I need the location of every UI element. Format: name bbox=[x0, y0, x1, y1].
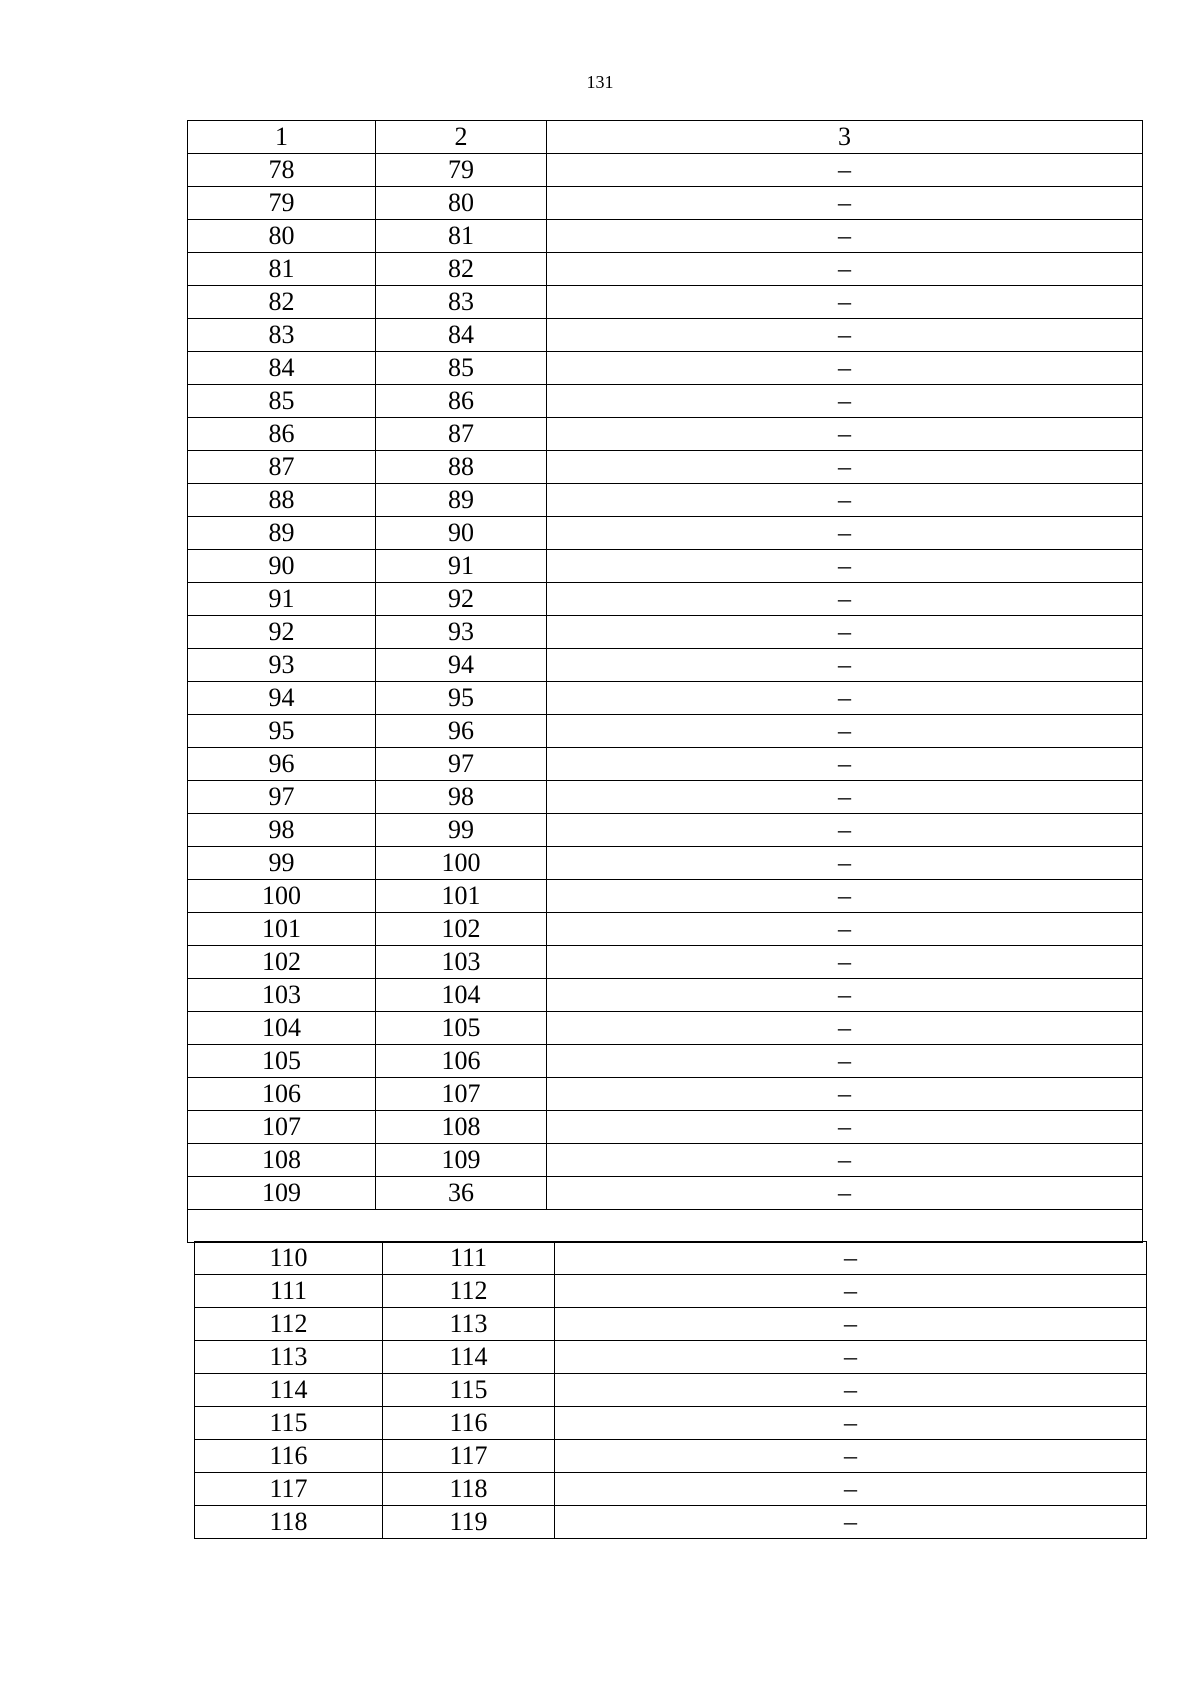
table-cell-col-2: 80 bbox=[376, 187, 547, 220]
table-row bbox=[188, 1045, 1143, 1078]
table-row bbox=[195, 1275, 1147, 1308]
table-row bbox=[195, 1242, 1147, 1275]
header-cell-col-3: 3 bbox=[547, 121, 1143, 154]
table-cell-col-1: 115 bbox=[195, 1407, 383, 1440]
table-cell-col-1: 112 bbox=[195, 1308, 383, 1341]
table-cell-col-2: 113 bbox=[383, 1308, 555, 1341]
table-cell-col-3: – bbox=[547, 616, 1143, 649]
table-row bbox=[188, 781, 1143, 814]
table-cell-col-3: – bbox=[547, 979, 1143, 1012]
table-cell-col-2: 82 bbox=[376, 253, 547, 286]
table-row bbox=[195, 1407, 1147, 1440]
table-cell-col-2: 92 bbox=[376, 583, 547, 616]
table-cell-col-1: 113 bbox=[195, 1341, 383, 1374]
table-row bbox=[188, 1078, 1143, 1111]
table-cell-col-2: 104 bbox=[376, 979, 547, 1012]
table-cell-col-1: 89 bbox=[188, 517, 376, 550]
table-row bbox=[188, 385, 1143, 418]
table-cell-col-3: – bbox=[547, 682, 1143, 715]
table-row bbox=[188, 550, 1143, 583]
table-cell-col-2: 88 bbox=[376, 451, 547, 484]
table-row bbox=[188, 880, 1143, 913]
table-cell-col-1: 98 bbox=[188, 814, 376, 847]
header-row bbox=[188, 121, 1143, 154]
table-cell-col-1: 116 bbox=[195, 1440, 383, 1473]
table-cell-col-1: 106 bbox=[188, 1078, 376, 1111]
table-cell-col-1: 81 bbox=[188, 253, 376, 286]
table-cell-col-1: 82 bbox=[188, 286, 376, 319]
table-row bbox=[188, 352, 1143, 385]
table-row bbox=[195, 1341, 1147, 1374]
table-cell-col-2: 118 bbox=[383, 1473, 555, 1506]
table-cell-col-1: 88 bbox=[188, 484, 376, 517]
table-cell-col-2: 114 bbox=[383, 1341, 555, 1374]
table-row bbox=[188, 484, 1143, 517]
table-cell-col-2: 36 bbox=[376, 1177, 547, 1210]
table-cell-col-3: – bbox=[547, 880, 1143, 913]
table-row bbox=[188, 748, 1143, 781]
table-row bbox=[188, 1177, 1143, 1210]
table-cell-col-2: 107 bbox=[376, 1078, 547, 1111]
header-cell-col-1: 1 bbox=[188, 121, 376, 154]
table-row bbox=[188, 847, 1143, 880]
table-cell-col-2: 102 bbox=[376, 913, 547, 946]
table-cell-col-2: 95 bbox=[376, 682, 547, 715]
table-cell-col-3: – bbox=[555, 1341, 1147, 1374]
table-cell-col-2: 81 bbox=[376, 220, 547, 253]
table-row bbox=[188, 616, 1143, 649]
table-cell-col-3: – bbox=[547, 748, 1143, 781]
table-cell-col-2: 87 bbox=[376, 418, 547, 451]
table-cell-col-1: 83 bbox=[188, 319, 376, 352]
table-row bbox=[188, 517, 1143, 550]
table-cell-col-1: 105 bbox=[188, 1045, 376, 1078]
table-cell-col-1: 100 bbox=[188, 880, 376, 913]
table-cell-col-2: 93 bbox=[376, 616, 547, 649]
header-cell-col-2: 2 bbox=[376, 121, 547, 154]
table-cell-col-2: 115 bbox=[383, 1374, 555, 1407]
table-cell-col-3: – bbox=[547, 781, 1143, 814]
table-cell-col-3: – bbox=[547, 319, 1143, 352]
table-cell-col-1: 110 bbox=[195, 1242, 383, 1275]
table-row bbox=[188, 979, 1143, 1012]
table-cell-col-1: 94 bbox=[188, 682, 376, 715]
table-cell-col-2: 86 bbox=[376, 385, 547, 418]
spacer-row bbox=[188, 1210, 1143, 1243]
table-cell-col-2: 94 bbox=[376, 649, 547, 682]
table-cell-col-1: 103 bbox=[188, 979, 376, 1012]
table-cell-col-1: 108 bbox=[188, 1144, 376, 1177]
table-cell-col-3: – bbox=[547, 946, 1143, 979]
table-cell-col-1: 93 bbox=[188, 649, 376, 682]
table-row bbox=[188, 418, 1143, 451]
table-cell-col-2: 91 bbox=[376, 550, 547, 583]
table-row bbox=[188, 1111, 1143, 1144]
table-cell-col-1: 114 bbox=[195, 1374, 383, 1407]
table-cell-col-1: 101 bbox=[188, 913, 376, 946]
table-cell-col-1: 85 bbox=[188, 385, 376, 418]
table-row bbox=[188, 1012, 1143, 1045]
table-cell-col-2: 83 bbox=[376, 286, 547, 319]
table-cell-col-2: 97 bbox=[376, 748, 547, 781]
table-cell-col-2: 100 bbox=[376, 847, 547, 880]
table-cell-col-2: 119 bbox=[383, 1506, 555, 1539]
table-cell-col-3: – bbox=[547, 583, 1143, 616]
table-cell-col-2: 109 bbox=[376, 1144, 547, 1177]
table-cell-col-3: – bbox=[555, 1374, 1147, 1407]
table-cell-col-1: 109 bbox=[188, 1177, 376, 1210]
table-cell-col-1: 95 bbox=[188, 715, 376, 748]
table-cell-col-3: – bbox=[547, 649, 1143, 682]
table-cell-col-3: – bbox=[547, 1078, 1143, 1111]
table-cell-col-3: – bbox=[547, 517, 1143, 550]
table-cell-col-3: – bbox=[547, 1111, 1143, 1144]
table-cell-col-2: 89 bbox=[376, 484, 547, 517]
table-row bbox=[195, 1308, 1147, 1341]
table-cell-col-1: 96 bbox=[188, 748, 376, 781]
table-cell-col-2: 106 bbox=[376, 1045, 547, 1078]
table-cell-col-2: 85 bbox=[376, 352, 547, 385]
table-cell-col-2: 108 bbox=[376, 1111, 547, 1144]
table-cell-col-3: – bbox=[547, 814, 1143, 847]
table-row bbox=[188, 946, 1143, 979]
data-table-lower bbox=[194, 1241, 1147, 1539]
table-cell-col-2: 101 bbox=[376, 880, 547, 913]
table-cell-col-3: – bbox=[547, 484, 1143, 517]
table-row bbox=[195, 1440, 1147, 1473]
table-cell-col-3: – bbox=[547, 253, 1143, 286]
table-cell-col-3: – bbox=[547, 418, 1143, 451]
table-row bbox=[188, 649, 1143, 682]
table-cell-col-3: – bbox=[547, 352, 1143, 385]
table-cell-col-3: – bbox=[555, 1308, 1147, 1341]
table-cell-col-1: 102 bbox=[188, 946, 376, 979]
table-row bbox=[188, 286, 1143, 319]
table-row bbox=[195, 1473, 1147, 1506]
spacer-cell bbox=[188, 1210, 1143, 1243]
table-cell-col-1: 107 bbox=[188, 1111, 376, 1144]
table-cell-col-1: 111 bbox=[195, 1275, 383, 1308]
table-cell-col-2: 112 bbox=[383, 1275, 555, 1308]
table-cell-col-2: 79 bbox=[376, 154, 547, 187]
table-row bbox=[188, 814, 1143, 847]
table-cell-col-3: – bbox=[555, 1275, 1147, 1308]
table-cell-col-1: 86 bbox=[188, 418, 376, 451]
table-row bbox=[188, 1144, 1143, 1177]
table-cell-col-2: 90 bbox=[376, 517, 547, 550]
table-cell-col-1: 78 bbox=[188, 154, 376, 187]
table-cell-col-2: 117 bbox=[383, 1440, 555, 1473]
table-cell-col-1: 118 bbox=[195, 1506, 383, 1539]
data-table-upper bbox=[187, 120, 1143, 1243]
table-cell-col-3: – bbox=[547, 451, 1143, 484]
table-cell-col-3: – bbox=[547, 220, 1143, 253]
table-cell-col-1: 117 bbox=[195, 1473, 383, 1506]
table-cell-col-3: – bbox=[547, 187, 1143, 220]
table-cell-col-1: 79 bbox=[188, 187, 376, 220]
table-cell-col-1: 91 bbox=[188, 583, 376, 616]
table-cell-col-3: – bbox=[547, 715, 1143, 748]
table-cell-col-3: – bbox=[547, 385, 1143, 418]
table-row bbox=[188, 913, 1143, 946]
table-cell-col-3: – bbox=[547, 1177, 1143, 1210]
table-cell-col-3: – bbox=[547, 286, 1143, 319]
table-cell-col-1: 92 bbox=[188, 616, 376, 649]
table-cell-col-3: – bbox=[555, 1506, 1147, 1539]
table-cell-col-3: – bbox=[547, 847, 1143, 880]
table-cell-col-2: 111 bbox=[383, 1242, 555, 1275]
table-row bbox=[188, 715, 1143, 748]
table-cell-col-3: – bbox=[547, 1144, 1143, 1177]
table-cell-col-2: 84 bbox=[376, 319, 547, 352]
table-cell-col-3: – bbox=[547, 1012, 1143, 1045]
table-cell-col-3: – bbox=[555, 1407, 1147, 1440]
table-cell-col-1: 87 bbox=[188, 451, 376, 484]
table-cell-col-3: – bbox=[547, 1045, 1143, 1078]
table-cell-col-1: 104 bbox=[188, 1012, 376, 1045]
table-row bbox=[188, 154, 1143, 187]
table-row bbox=[188, 253, 1143, 286]
table-cell-col-3: – bbox=[547, 154, 1143, 187]
page-number: 131 bbox=[586, 72, 614, 92]
table-cell-col-3: – bbox=[555, 1440, 1147, 1473]
table-cell-col-1: 80 bbox=[188, 220, 376, 253]
table-cell-col-2: 96 bbox=[376, 715, 547, 748]
table-row bbox=[195, 1506, 1147, 1539]
table-row bbox=[188, 451, 1143, 484]
table-cell-col-2: 103 bbox=[376, 946, 547, 979]
table-cell-col-2: 98 bbox=[376, 781, 547, 814]
table-row bbox=[188, 319, 1143, 352]
table-cell-col-3: – bbox=[547, 913, 1143, 946]
table-cell-col-3: – bbox=[555, 1242, 1147, 1275]
table-cell-col-1: 99 bbox=[188, 847, 376, 880]
table-row bbox=[188, 187, 1143, 220]
table-cell-col-1: 84 bbox=[188, 352, 376, 385]
table-cell-col-3: – bbox=[547, 550, 1143, 583]
table-cell-col-2: 99 bbox=[376, 814, 547, 847]
table-row bbox=[195, 1374, 1147, 1407]
table-row bbox=[188, 583, 1143, 616]
table-row bbox=[188, 220, 1143, 253]
table-cell-col-1: 90 bbox=[188, 550, 376, 583]
table-cell-col-1: 97 bbox=[188, 781, 376, 814]
table-cell-col-2: 116 bbox=[383, 1407, 555, 1440]
table-cell-col-2: 105 bbox=[376, 1012, 547, 1045]
table-row bbox=[188, 682, 1143, 715]
table-cell-col-3: – bbox=[555, 1473, 1147, 1506]
